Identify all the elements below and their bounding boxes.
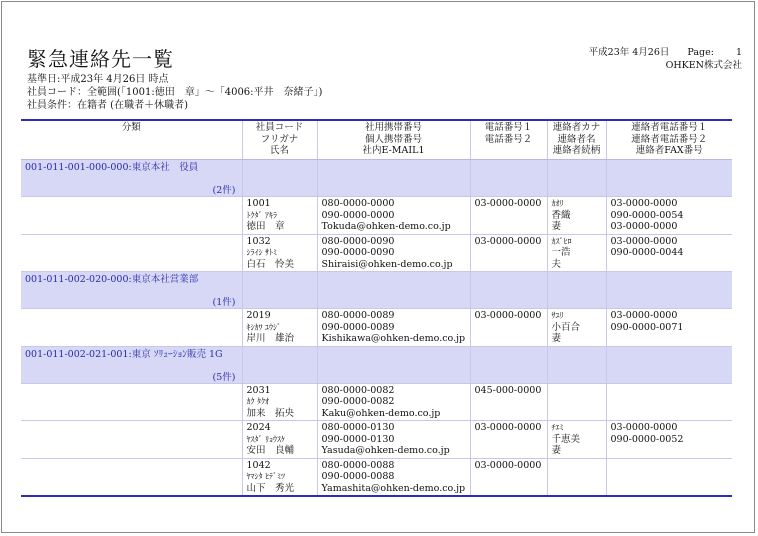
cell-contact-fax: 03-0000-0000 <box>610 221 678 232</box>
cell-tel2 <box>475 247 543 259</box>
category-cell <box>21 421 242 459</box>
cell-contact-fax <box>611 445 729 457</box>
cell-contact-kana: ｶｵﾘ <box>551 199 564 208</box>
cell-name: 白石 怜美 <box>246 258 295 270</box>
cell-contact-tel2 <box>611 471 729 483</box>
cell-email: Yamashita@ohken-demo.co.jp <box>321 482 466 494</box>
print-date: 平成23年 4月26日 <box>588 47 670 58</box>
group-row <box>21 346 732 383</box>
data-cell <box>547 197 606 235</box>
cell-tel2 <box>475 210 543 222</box>
cell-kana: ｶｸ ﾀｸｵ <box>246 397 270 406</box>
cell-tel1: 03-0000-0000 <box>474 310 542 321</box>
cell-mobile-personal: 090-0000-0000 <box>321 209 395 221</box>
cell-contact-fax <box>611 483 729 495</box>
data-cell <box>317 421 470 459</box>
cell-contact-tel2: 090-0000-0052 <box>610 433 684 445</box>
group-name: 001-011-002-020-000:東京本社営業部 <box>25 274 199 285</box>
category-cell <box>21 197 242 235</box>
cell-contact-name <box>552 396 602 408</box>
cell-email: Yasuda@ohken-demo.co.jp <box>321 445 450 456</box>
group-empty-cell <box>470 160 547 197</box>
column-header-line: 分類 <box>121 122 141 133</box>
cell-mobile-company: 080-0000-0082 <box>321 384 395 396</box>
criteria-base-date: 基準日:平成23年 4月26日 時点 <box>27 74 169 85</box>
column-header-line: 社内E-MAIL1 <box>362 145 425 156</box>
cell-contact-tel1: 03-0000-0000 <box>610 422 678 433</box>
column-header-line: 連絡者カナ <box>552 122 601 133</box>
column-header-1 <box>242 120 317 160</box>
cell-code: 2019 <box>246 310 271 321</box>
data-cell <box>242 309 317 347</box>
cell-tel2 <box>475 471 543 483</box>
column-header-line: 氏名 <box>269 145 289 156</box>
company-name: OHKEN株式会社 <box>665 60 742 71</box>
group-empty-cell <box>242 160 317 197</box>
cell-email: Kishikawa@ohken-demo.co.jp <box>321 333 466 344</box>
cell-kana: ﾔﾏｼﾀ ﾋﾃﾞﾐﾂ <box>246 472 286 481</box>
data-cell <box>317 309 470 347</box>
cell-kana: ﾄｸﾀﾞ ｱｷﾗ <box>246 210 278 220</box>
cell-contact-relation: 妻 <box>551 445 562 456</box>
table-body <box>21 160 732 497</box>
table-row <box>21 197 732 235</box>
cell-contact-kana: ｶｽﾞﾋﾛ <box>551 236 572 246</box>
group-empty-cell <box>242 272 317 309</box>
cell-mobile-company: 080-0000-0090 <box>321 235 395 247</box>
cell-contact-kana: ﾁｴﾐ <box>551 423 564 432</box>
group-empty-cell <box>606 160 732 197</box>
cell-name: 山下 秀光 <box>246 482 295 494</box>
data-cell <box>606 458 732 496</box>
cell-name: 徳田 章 <box>246 221 285 232</box>
cell-contact-relation: 妻 <box>551 333 562 344</box>
cell-kana: ｷｼｶﾜ ﾕｳｼﾞ <box>246 322 282 332</box>
data-cell <box>470 421 547 459</box>
cell-kana: ｼﾗｲｼ ｻﾄﾐ <box>246 248 278 257</box>
column-header-line: 連絡者電話番号２ <box>631 133 708 145</box>
cell-mobile-company: 080-0000-0130 <box>321 422 395 433</box>
cell-contact-name <box>552 471 602 483</box>
cell-code: 1032 <box>246 235 271 247</box>
category-cell <box>21 383 242 421</box>
group-count: (2件) <box>212 185 236 196</box>
group-empty-cell <box>470 346 547 383</box>
category-cell <box>21 234 242 272</box>
cell-contact-relation: 夫 <box>551 258 562 270</box>
cell-code: 2031 <box>246 384 271 396</box>
group-empty-cell <box>317 346 470 383</box>
group-cell <box>21 160 242 197</box>
cell-contact-kana: ｻﾕﾘ <box>551 311 564 320</box>
category-cell <box>21 309 242 347</box>
cell-tel1: 03-0000-0000 <box>474 235 542 247</box>
cell-email: Tokuda@ohken-demo.co.jp <box>321 221 451 232</box>
column-header-line: 個人携帯番号 <box>364 133 422 145</box>
cell-code: 1042 <box>246 459 271 471</box>
cell-tel2 <box>475 396 543 408</box>
cell-contact-tel1 <box>611 460 729 472</box>
cell-contact-relation <box>552 408 602 420</box>
column-header-3 <box>470 120 547 160</box>
data-cell <box>606 383 732 421</box>
cell-code: 2024 <box>246 422 271 433</box>
cell-contact-relation: 妻 <box>551 221 562 232</box>
group-empty-cell <box>606 346 732 383</box>
data-cell <box>606 197 732 235</box>
cell-mobile-personal: 090-0000-0130 <box>321 433 395 445</box>
report-header-right <box>589 46 742 72</box>
data-cell <box>242 383 317 421</box>
cell-tel1: 03-0000-0000 <box>474 422 542 433</box>
data-cell <box>606 421 732 459</box>
table-row <box>21 458 732 496</box>
cell-contact-kana <box>552 385 602 397</box>
group-empty-cell <box>547 160 606 197</box>
report-page <box>1 1 755 533</box>
cell-contact-kana <box>552 460 602 472</box>
data-cell <box>242 197 317 235</box>
column-header-line: 電話番号１ <box>484 122 533 133</box>
cell-tel1: 03-0000-0000 <box>474 198 542 209</box>
cell-mobile-personal: 090-0000-0088 <box>321 471 395 482</box>
cell-mobile-personal: 090-0000-0089 <box>321 321 395 333</box>
criteria-employee-code: 社員コード：全範囲(「1001:徳田 章」～「4006:平井 奈緒子」) <box>27 87 323 98</box>
cell-contact-tel1: 03-0000-0000 <box>610 310 678 321</box>
column-header-line: 社用携帯番号 <box>364 122 422 133</box>
data-cell <box>470 458 547 496</box>
data-cell <box>547 234 606 272</box>
data-cell <box>317 197 470 235</box>
cell-tel1: 03-0000-0000 <box>474 459 542 471</box>
data-cell <box>547 458 606 496</box>
cell-contact-name: 小百合 <box>551 321 581 333</box>
cell-mobile-company: 080-0000-0000 <box>321 198 395 209</box>
data-cell <box>547 309 606 347</box>
group-row <box>21 160 732 197</box>
column-header-5 <box>606 120 732 160</box>
column-header-line: 連絡者続柄 <box>552 145 601 156</box>
cell-contact-tel1 <box>611 385 729 397</box>
data-cell <box>317 383 470 421</box>
cell-contact-relation <box>552 483 602 495</box>
group-empty-cell <box>317 160 470 197</box>
cell-tel1: 045-000-0000 <box>474 384 542 396</box>
group-count: (5件) <box>212 371 236 383</box>
data-cell <box>470 197 547 235</box>
group-name: 001-011-001-000-000:東京本社 役員 <box>25 162 199 173</box>
cell-kana: ﾔｽﾀﾞ ﾘｮｳｽｹ <box>246 434 286 444</box>
data-cell <box>547 383 606 421</box>
group-name: 001-011-002-021-001:東京 ｿﾘｭｰｼｮﾝ販売 1G <box>25 348 223 360</box>
data-cell <box>606 234 732 272</box>
cell-mobile-personal: 090-0000-0082 <box>321 396 395 407</box>
data-cell <box>470 309 547 347</box>
cell-name: 安田 良輔 <box>246 445 295 456</box>
cell-tel2 <box>475 434 543 446</box>
table-header <box>21 120 732 160</box>
cell-mobile-company: 080-0000-0089 <box>321 310 395 321</box>
column-header-line: フリガナ <box>260 133 299 145</box>
group-empty-cell <box>317 272 470 309</box>
group-empty-cell <box>242 346 317 383</box>
column-header-0 <box>21 120 242 160</box>
cell-contact-tel2 <box>611 396 729 408</box>
data-cell <box>470 234 547 272</box>
cell-email: Kaku@ohken-demo.co.jp <box>321 407 441 419</box>
page-number: 1 <box>735 47 742 58</box>
page-label: Page: <box>687 47 714 58</box>
cell-tel2 <box>475 322 543 334</box>
data-cell <box>606 309 732 347</box>
cell-mobile-company: 080-0000-0088 <box>321 459 395 471</box>
group-row <box>21 272 732 309</box>
group-cell <box>21 346 242 383</box>
group-empty-cell <box>606 272 732 309</box>
cell-mobile-personal: 090-0000-0090 <box>321 247 395 258</box>
group-cell <box>21 272 242 309</box>
table-row <box>21 234 732 272</box>
column-header-4 <box>547 120 606 160</box>
cell-contact-name: 香織 <box>551 209 571 221</box>
cell-contact-fax <box>611 408 729 420</box>
report-table <box>21 119 732 497</box>
group-empty-cell <box>547 272 606 309</box>
data-cell <box>470 383 547 421</box>
cell-name: 加来 拓央 <box>246 407 295 419</box>
data-cell <box>242 458 317 496</box>
cell-contact-name: 千恵美 <box>551 433 581 445</box>
data-cell <box>317 234 470 272</box>
cell-contact-tel1: 03-0000-0000 <box>610 235 678 247</box>
column-header-line: 連絡者電話番号１ <box>631 122 708 133</box>
table-row <box>21 309 732 347</box>
data-cell <box>242 234 317 272</box>
group-empty-cell <box>547 346 606 383</box>
column-header-line: 電話番号２ <box>484 133 533 145</box>
cell-contact-tel2: 090-0000-0044 <box>610 247 684 258</box>
cell-contact-tel1: 03-0000-0000 <box>610 198 678 209</box>
column-header-line: 社員コード <box>255 122 304 133</box>
cell-contact-fax <box>611 259 729 271</box>
group-empty-cell <box>470 272 547 309</box>
report-title: 緊急連絡先一覧 <box>27 47 174 71</box>
cell-contact-tel2: 090-0000-0071 <box>610 321 684 333</box>
data-cell <box>547 421 606 459</box>
column-header-line: 連絡者FAX番号 <box>635 145 703 156</box>
cell-email: Shiraisi@ohken-demo.co.jp <box>321 258 453 270</box>
cell-code: 1001 <box>246 198 271 209</box>
category-cell <box>21 458 242 496</box>
cell-contact-tel2: 090-0000-0054 <box>610 209 684 221</box>
group-count: (1件) <box>212 297 236 308</box>
column-header-line: 連絡者名 <box>557 133 596 145</box>
column-header-2 <box>317 120 470 160</box>
cell-name: 岸川 雄治 <box>246 333 295 344</box>
criteria-employee-condition: 社員条件：在籍者 (在職者＋休職者) <box>27 100 188 111</box>
table-row <box>21 383 732 421</box>
cell-contact-fax <box>611 333 729 345</box>
cell-contact-name: 一浩 <box>551 247 571 258</box>
data-cell <box>242 421 317 459</box>
table-row <box>21 421 732 459</box>
data-cell <box>317 458 470 496</box>
